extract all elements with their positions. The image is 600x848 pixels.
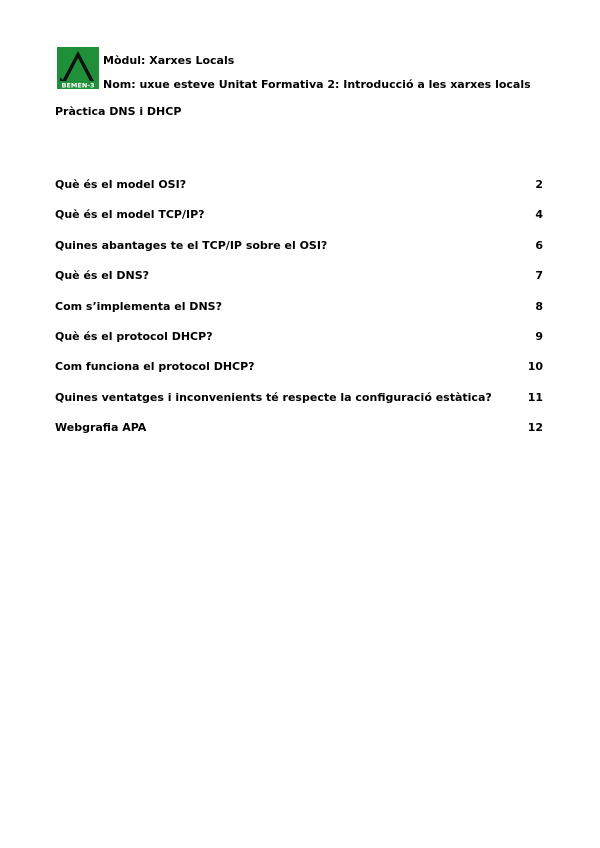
toc-entry[interactable] [55, 330, 543, 360]
toc-entry-title[interactable]: Què és el DNS? [55, 269, 150, 283]
toc-entry-page: 4 [535, 208, 543, 222]
toc-entry[interactable] [55, 208, 543, 238]
table-of-contents [55, 178, 543, 452]
module-title: Mòdul: Xarxes Locals [103, 54, 235, 67]
toc-entry-page: 8 [535, 299, 543, 313]
toc-entry[interactable] [55, 360, 543, 390]
toc-entry-title[interactable]: Com funciona el protocol DHCP? [55, 360, 255, 374]
toc-entry-page: 6 [535, 238, 543, 252]
toc-entry[interactable] [55, 421, 543, 451]
toc-entry[interactable] [55, 391, 543, 421]
toc-entry-title[interactable]: Què és el protocol DHCP? [55, 329, 213, 343]
toc-entry-title[interactable]: Què és el model TCP/IP? [55, 208, 205, 222]
logo-text: BEMEN-3 [61, 81, 95, 89]
toc-entry-page: 11 [527, 390, 543, 404]
toc-entry-title[interactable]: Quines abantages te el TCP/IP sobre el OSI? [55, 238, 328, 252]
toc-entry-title[interactable]: Quines ventatges i inconvenients té respecte la configuració estàtica? [55, 390, 492, 404]
bemen3-logo-icon [57, 47, 99, 89]
toc-entry-page: 7 [535, 269, 543, 283]
toc-entry-page: 10 [527, 360, 543, 374]
toc-entry-page: 12 [527, 421, 543, 435]
toc-entry-title[interactable]: Què és el model OSI? [55, 178, 187, 191]
toc-entry-page: 9 [535, 329, 543, 343]
toc-entry[interactable] [55, 239, 543, 269]
toc-entry-title[interactable]: Webgrafia APA [55, 421, 147, 435]
practice-title: Pràctica DNS i DHCP [55, 105, 182, 118]
toc-entry[interactable] [55, 269, 543, 299]
toc-entry-page: 2 [535, 178, 543, 191]
toc-entry[interactable] [55, 178, 543, 208]
author-and-unit: Nom: uxue esteve Unitat Formativa 2: Introducció a les xarxes locals [103, 78, 531, 91]
toc-entry[interactable] [55, 300, 543, 330]
toc-entry-title[interactable]: Com s’implementa el DNS? [55, 299, 222, 313]
